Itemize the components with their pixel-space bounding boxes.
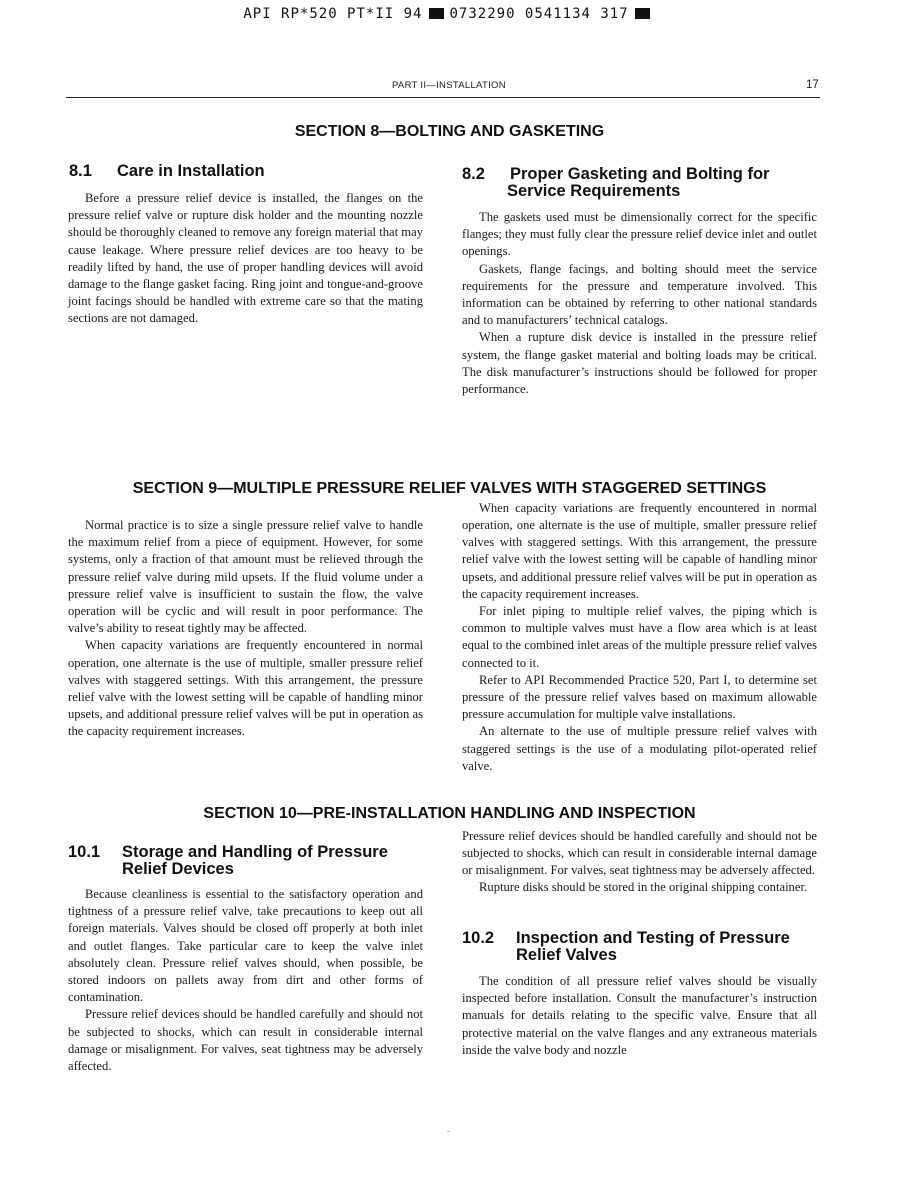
section-8-title: SECTION 8—BOLTING AND GASKETING [294, 123, 605, 140]
running-head: PART II—INSTALLATION [392, 80, 506, 91]
section-9-right-column [462, 500, 817, 773]
section-9-title: SECTION 9—MULTIPLE PRESSURE RELIEF VALVES WITH STAGGERED SETTINGS [132, 480, 767, 497]
paragraph: Refer to API Recommended Practice 520, Part I, to determine set pressure of the pressure relief valves based on maximum allowable pressure accumulation for multiple valve installations. [462, 672, 817, 722]
paragraph-continued: When capacity variations are frequently encountered in normal operation, one alternate is the use of multiple, smaller pressure relief valves with staggered settings. With this arrangement, the pressure relief valve with the lowest setting will be capable of handling minor upsets, and additional pressure relief valves will be put in operation as the capacity requirement increases. [462, 500, 817, 601]
paragraph-text: Pressure relief devices should be handled carefully and should not be subjected to shocks, which can result in considerable internal damage or misalignment. For valves, seat tightness may be adversely affected. [462, 828, 817, 878]
black-block-mark [429, 8, 444, 19]
subsection-10-1-heading [68, 844, 388, 878]
paragraph: Pressure relief devices should be handled carefully and should not be subjected to shocks, which can result in considerable internal damage or misalignment. For valves, seat tightness may be adversely affected. [68, 1007, 423, 1074]
subsection-title: Storage and Handling of Pressure [122, 843, 388, 861]
subsection-title: Inspection and Testing of Pressure [516, 929, 790, 947]
black-block-mark [635, 8, 650, 19]
subsection-8-2-body [462, 209, 817, 398]
subsection-8-2-heading [462, 166, 769, 200]
paragraph: Because cleanliness is essential to the satisfactory operation and tightness of a pressure relief valve, take precautions to keep out all foreign materials. Valves should be closed off properly at both inlet and outlet flanges. Take particular care to keep the valve inlet absolutely clean. Pressure relief valves should, when possible, be stored indoors on pallets away from dirt and other forms of contamination. [68, 887, 423, 1005]
subsection-8-1-body [68, 190, 423, 328]
subsection-10-2-body [462, 973, 817, 1059]
subsection-number: 10.1 [68, 843, 101, 861]
subsection-10-2-heading [462, 930, 790, 964]
subsection-title: Proper Gasketing and Bolting for [510, 165, 770, 183]
paragraph: Gaskets, flange facings, and bolting should meet the service requirements for the pressure and temperature involved. This information can be obtained by referring to other national standards and to manufacturers’ technical catalogs. [462, 261, 817, 328]
subsection-8-1-heading [69, 163, 265, 180]
subsection-title-cont: Relief Valves [516, 946, 617, 964]
paragraph: Rupture disks should be stored in the original shipping container. [479, 880, 808, 895]
subsection-number: 10.2 [462, 929, 495, 947]
subsection-10-1-body-right [462, 828, 817, 913]
section-9-left-column [68, 517, 423, 739]
paragraph: Normal practice is to size a single pressure relief valve to handle the maximum relief from a piece of equipment. However, for some systems, only a fraction of that amount must be relieved through the pressure relief valve during mild upsets. If the fluid volume under a pressure relief valve is insufficient to sustain the flow, the valve operation will be cyclic and will result in poor performance. The valve’s ability to reseat tightly may be affected. [68, 518, 423, 636]
subsection-10-1-body-left [68, 886, 423, 1074]
subsection-number: 8.1 [69, 162, 92, 180]
paragraph: For inlet piping to multiple relief valves, the piping which is common to multiple valves must have a flow area which is at least equal to the combined inlet areas of the multiple pressure relief valves connected to it. [462, 604, 817, 670]
paragraph-continued [462, 828, 817, 880]
document-id-line [0, 6, 899, 22]
paragraph: When capacity variations are frequently encountered in normal operation, one alternate is the use of multiple, smaller pressure relief valves with staggered settings. With this arrangement, the pressure relief valve with the lowest setting will be capable of handling minor upsets, and additional pressure relief valves will be put in operation as the capacity requirement increases. [68, 638, 423, 739]
subsection-title: Care in Installation [117, 162, 265, 180]
subsection-number: 8.2 [462, 165, 485, 183]
header-rule [66, 97, 820, 98]
subsection-title-cont: Service Requirements [507, 182, 681, 200]
section-10-title: SECTION 10—PRE-INSTALLATION HANDLING AND INSPECTION [203, 805, 696, 822]
paragraph: The condition of all pressure relief valves should be visually inspected before installation. Consult the manufacturer’s instruction manuals for details relating to the specific valve. Ensure that all protective material on the valve flanges and any extraneous materials inside the valve body and nozzle [462, 974, 817, 1057]
page-number: 17 [806, 79, 819, 91]
document-id: API RP*520 PT*II 94 [243, 6, 423, 22]
paragraph: Before a pressure relief device is installed, the flanges on the pressure relief valve or rupture disk holder and the mounting nozzle should be thoroughly cleaned to remove any foreign material that may cause leakage. Where pressure relief devices are too heavy to be readily lifted by hand, the use of proper handling devices will avoid damage to the flange gasket facing. Ring joint and tongue-and-groove joint facings should be handled with extreme care so that the mating sections are not damaged. [68, 191, 423, 326]
subsection-title-cont: Relief Devices [122, 860, 234, 878]
scan-speck [447, 1131, 450, 1132]
document-code: 0732290 0541134 317 [449, 6, 629, 22]
paragraph: When a rupture disk device is installed in the pressure relief system, the flange gasket material and bolting loads may be critical. The disk manufacturer’s instructions should be followed for proper performance. [462, 330, 817, 397]
paragraph: An alternate to the use of multiple pressure relief valves with staggered settings is the use of a modulating pilot-operated relief valve. [462, 724, 817, 773]
paragraph: The gaskets used must be dimensionally correct for the specific flanges; they must fully clear the pressure relief device inlet and outlet openings. [462, 210, 817, 259]
